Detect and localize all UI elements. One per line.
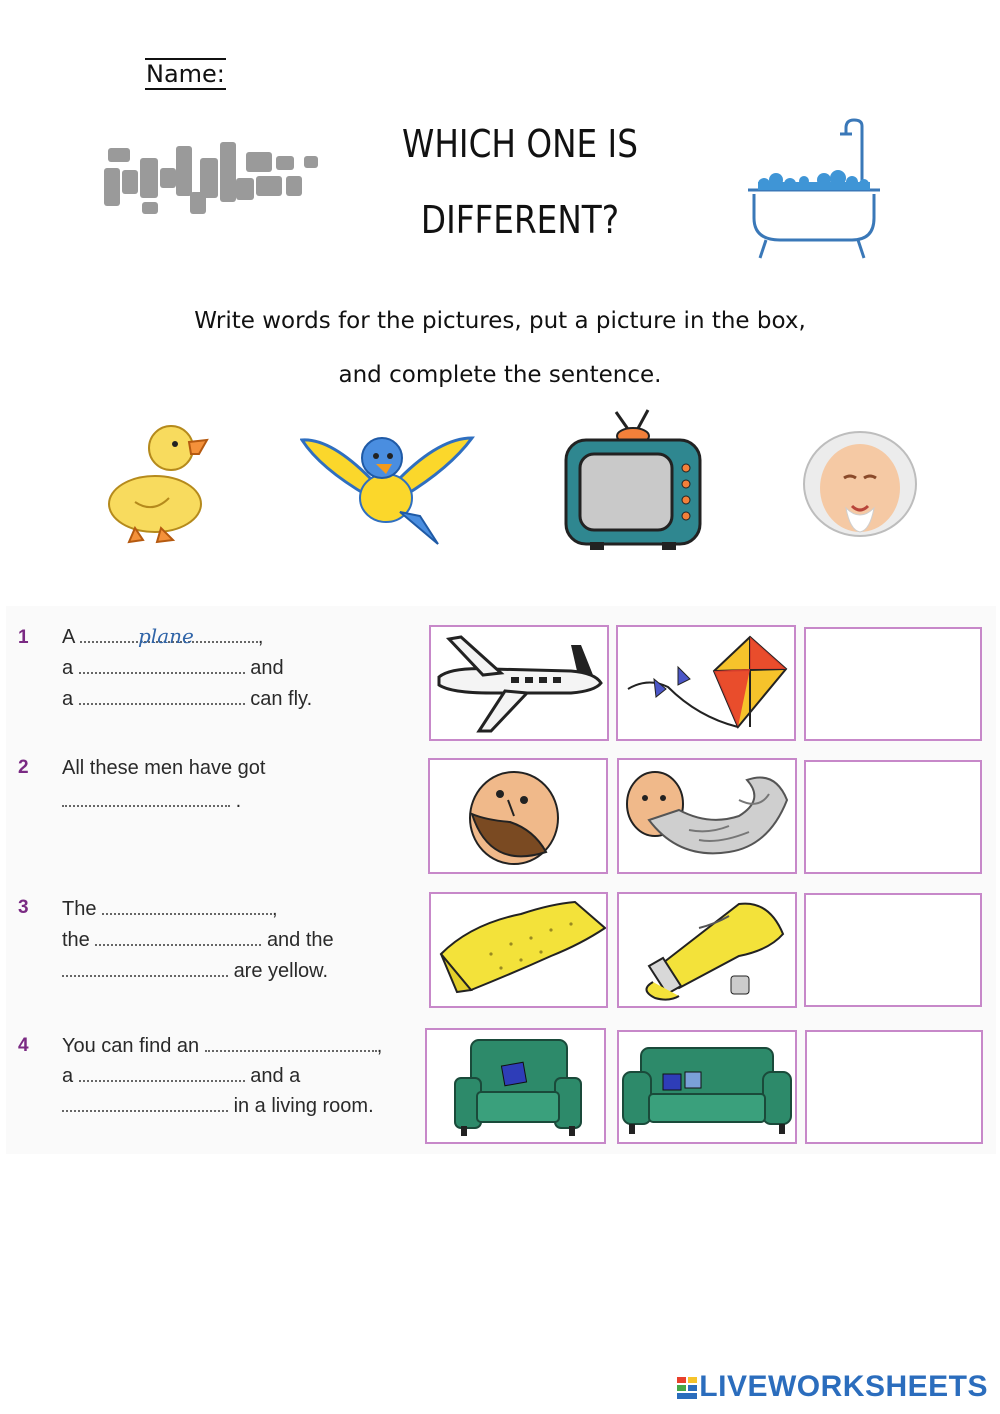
q1-answer-1: plane <box>138 624 194 648</box>
question-1-number: 1 <box>18 627 29 648</box>
toothpaste-icon <box>619 894 795 1006</box>
q1-line2-prefix: a <box>62 657 74 679</box>
q3-picture-box-1 <box>429 892 608 1008</box>
name-label: Name: <box>146 60 225 88</box>
q3-answer-blank-3[interactable] <box>62 961 228 977</box>
beard-man-icon <box>430 760 606 872</box>
q3-line1-suffix: , <box>272 898 278 920</box>
scribble-logo <box>96 138 326 220</box>
q1-line3-prefix: a <box>62 688 74 710</box>
question-2-number: 2 <box>18 757 29 778</box>
q1-answer-box[interactable] <box>804 627 982 741</box>
q4-line1-prefix: You can find an <box>62 1035 200 1057</box>
tv-icon[interactable] <box>562 408 704 552</box>
q3-answer-blank-2[interactable] <box>95 930 261 946</box>
q1-line1-suffix: , <box>257 626 264 648</box>
question-4-line-2 <box>62 1061 300 1091</box>
q3-line2-prefix: the <box>62 929 90 951</box>
q2-answer-blank-1[interactable] <box>62 791 230 807</box>
q1-answer-blank-2[interactable] <box>79 658 245 674</box>
q1-line3-suffix: can fly. <box>250 688 313 710</box>
q2-picture-box-1 <box>428 758 608 874</box>
q1-line1-prefix: A <box>62 626 75 648</box>
bird-icon[interactable] <box>300 428 476 548</box>
plane-icon <box>431 627 607 739</box>
q4-picture-box-1 <box>425 1028 606 1144</box>
liveworksheets-logo[interactable] <box>677 1370 988 1404</box>
question-4-number: 4 <box>18 1035 29 1056</box>
q2-picture-box-2 <box>617 758 797 874</box>
q3-answer-blank-1[interactable] <box>102 899 272 915</box>
q3-line3-suffix: are yellow. <box>233 960 329 982</box>
question-4-line-1 <box>62 1031 382 1061</box>
question-1-line-2 <box>62 653 284 683</box>
armchair-icon <box>427 1030 604 1142</box>
q2-answer-box[interactable] <box>804 760 982 874</box>
q1-picture-box-2 <box>616 625 796 741</box>
question-2-line-1: All these men have got <box>62 757 266 779</box>
towel-icon <box>431 894 606 1006</box>
instruction-line-1: Write words for the pictures, put a picture in the box, <box>194 308 806 334</box>
question-1-line-3 <box>62 684 312 714</box>
q4-line2-suffix: and a <box>250 1065 301 1087</box>
q4-picture-box-2 <box>617 1030 797 1144</box>
q4-answer-box[interactable] <box>805 1030 983 1144</box>
q1-picture-box-1 <box>429 625 609 741</box>
question-3-line-2 <box>62 925 334 955</box>
q4-answer-blank-2[interactable] <box>79 1066 245 1082</box>
q4-answer-blank-1[interactable] <box>205 1036 377 1052</box>
instruction-line-2: and complete the sentence. <box>338 362 662 388</box>
question-2-line-2 <box>62 786 241 816</box>
q1-line2-suffix: and <box>250 657 284 679</box>
question-4-line-3 <box>62 1091 374 1121</box>
liveworksheets-icon <box>677 1377 697 1399</box>
duck-icon[interactable] <box>95 418 210 546</box>
bathtub-icon <box>740 118 885 266</box>
q3-line2-suffix: and the <box>266 929 334 951</box>
brand-text: LIVEWORKSHEETS <box>699 1370 988 1403</box>
q4-answer-blank-3[interactable] <box>62 1096 228 1112</box>
long-beard-man-icon <box>619 760 795 872</box>
q3-line1-prefix: The <box>62 898 97 920</box>
sofa-icon <box>619 1032 795 1142</box>
grandpa-icon[interactable] <box>800 430 920 542</box>
q3-answer-box[interactable] <box>804 893 982 1007</box>
q4-line1-suffix: , <box>376 1035 383 1057</box>
q4-line3-suffix: in a living room. <box>233 1095 374 1117</box>
q1-answer-blank-3[interactable] <box>79 689 245 705</box>
question-3-number: 3 <box>18 897 29 918</box>
q3-picture-box-2 <box>617 892 797 1008</box>
question-3-line-1 <box>62 894 278 924</box>
title-line-2: DIFFERENT? <box>420 198 620 242</box>
kite-icon <box>618 627 794 739</box>
title-line-1: WHICH ONE IS <box>402 122 638 166</box>
q4-line2-prefix: a <box>62 1065 74 1087</box>
q2-line2-suffix: . <box>235 790 242 812</box>
question-3-line-3 <box>62 956 328 986</box>
